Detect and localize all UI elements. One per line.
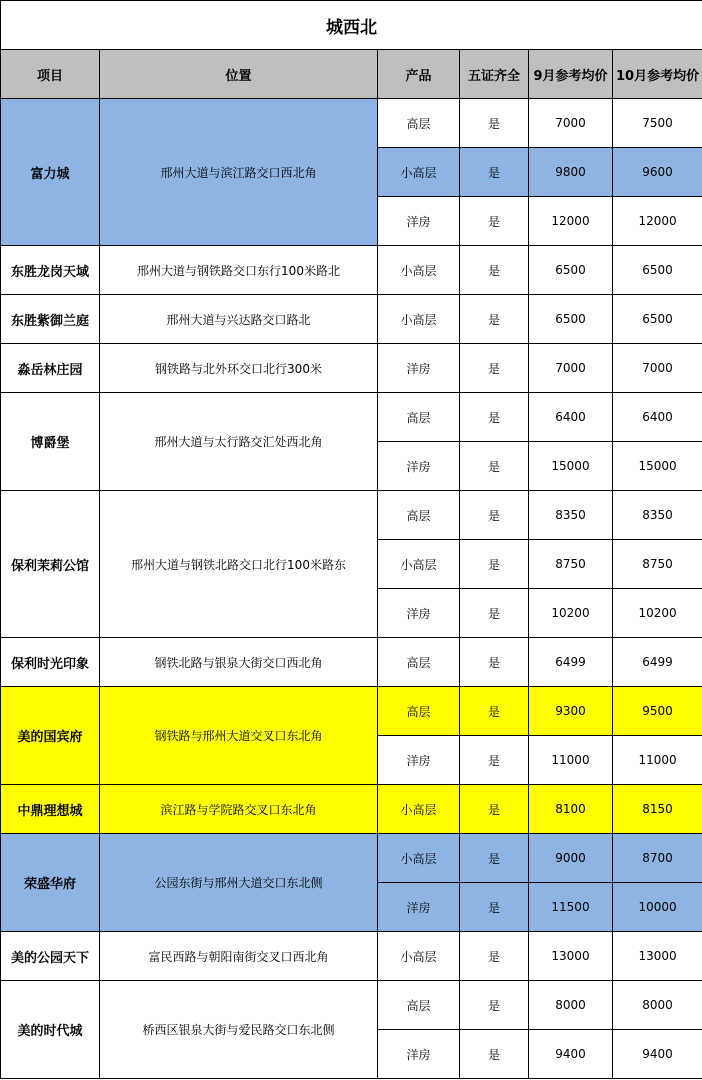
certs-status: 是 bbox=[460, 883, 529, 932]
project-location: 邢州大道与滨江路交口西北角 bbox=[100, 99, 378, 246]
product-type: 高层 bbox=[378, 687, 460, 736]
project-location: 邢州大道与太行路交汇处西北角 bbox=[100, 393, 378, 491]
certs-status: 是 bbox=[460, 932, 529, 981]
product-type: 小高层 bbox=[378, 246, 460, 295]
project-location: 邢州大道与钢铁路交口东行100米路北 bbox=[100, 246, 378, 295]
product-type: 小高层 bbox=[378, 834, 460, 883]
certs-status: 是 bbox=[460, 687, 529, 736]
project-name: 淼岳林庄园 bbox=[1, 344, 100, 393]
project-location: 钢铁北路与银泉大街交口西北角 bbox=[100, 638, 378, 687]
product-type: 高层 bbox=[378, 981, 460, 1030]
sep-price: 8100 bbox=[529, 785, 613, 834]
sep-price: 9800 bbox=[529, 148, 613, 197]
sep-price: 9400 bbox=[529, 1030, 613, 1079]
table-row bbox=[1, 246, 702, 295]
table-row bbox=[1, 981, 702, 1030]
sep-price: 8750 bbox=[529, 540, 613, 589]
certs-status: 是 bbox=[460, 246, 529, 295]
project-location: 公园东街与邢州大道交口东北侧 bbox=[100, 834, 378, 932]
product-type: 小高层 bbox=[378, 785, 460, 834]
project-name: 保利时光印象 bbox=[1, 638, 100, 687]
sep-price: 6499 bbox=[529, 638, 613, 687]
product-type: 洋房 bbox=[378, 589, 460, 638]
product-type: 洋房 bbox=[378, 197, 460, 246]
table-row bbox=[1, 295, 702, 344]
oct-price: 12000 bbox=[613, 197, 702, 246]
project-location: 富民西路与朝阳南街交叉口西北角 bbox=[100, 932, 378, 981]
certs-status: 是 bbox=[460, 442, 529, 491]
sep-price: 13000 bbox=[529, 932, 613, 981]
oct-price: 11000 bbox=[613, 736, 702, 785]
product-type: 洋房 bbox=[378, 736, 460, 785]
certs-status: 是 bbox=[460, 834, 529, 883]
certs-status: 是 bbox=[460, 1030, 529, 1079]
certs-status: 是 bbox=[460, 491, 529, 540]
oct-price: 9500 bbox=[613, 687, 702, 736]
oct-price: 10000 bbox=[613, 883, 702, 932]
table-row bbox=[1, 491, 702, 540]
project-location: 桥西区银泉大街与爱民路交口东北侧 bbox=[100, 981, 378, 1079]
project-name: 东胜紫御兰庭 bbox=[1, 295, 100, 344]
certs-status: 是 bbox=[460, 148, 529, 197]
project-location: 钢铁路与邢州大道交叉口东北角 bbox=[100, 687, 378, 785]
oct-price: 6499 bbox=[613, 638, 702, 687]
header-product: 产品 bbox=[378, 50, 460, 99]
header-project: 项目 bbox=[1, 50, 100, 99]
sep-price: 6500 bbox=[529, 246, 613, 295]
sep-price: 8000 bbox=[529, 981, 613, 1030]
certs-status: 是 bbox=[460, 99, 529, 148]
oct-price: 8350 bbox=[613, 491, 702, 540]
project-name: 美的时代城 bbox=[1, 981, 100, 1079]
project-location: 邢州大道与兴达路交口路北 bbox=[100, 295, 378, 344]
certs-status: 是 bbox=[460, 736, 529, 785]
header-location: 位置 bbox=[100, 50, 378, 99]
project-name: 美的国宾府 bbox=[1, 687, 100, 785]
product-type: 高层 bbox=[378, 491, 460, 540]
certs-status: 是 bbox=[460, 295, 529, 344]
certs-status: 是 bbox=[460, 638, 529, 687]
project-location: 滨江路与学院路交叉口东北角 bbox=[100, 785, 378, 834]
oct-price: 6400 bbox=[613, 393, 702, 442]
project-name: 富力城 bbox=[1, 99, 100, 246]
sep-price: 9300 bbox=[529, 687, 613, 736]
table-row bbox=[1, 834, 702, 883]
product-type: 高层 bbox=[378, 393, 460, 442]
certs-status: 是 bbox=[460, 589, 529, 638]
oct-price: 6500 bbox=[613, 246, 702, 295]
header-certs: 五证齐全 bbox=[460, 50, 529, 99]
product-type: 洋房 bbox=[378, 1030, 460, 1079]
sep-price: 9000 bbox=[529, 834, 613, 883]
product-type: 小高层 bbox=[378, 932, 460, 981]
table-row bbox=[1, 932, 702, 981]
oct-price: 7500 bbox=[613, 99, 702, 148]
table-row bbox=[1, 99, 702, 148]
sep-price: 7000 bbox=[529, 99, 613, 148]
project-name: 中鼎理想城 bbox=[1, 785, 100, 834]
project-name: 荣盛华府 bbox=[1, 834, 100, 932]
sep-price: 6400 bbox=[529, 393, 613, 442]
oct-price: 7000 bbox=[613, 344, 702, 393]
certs-status: 是 bbox=[460, 785, 529, 834]
certs-status: 是 bbox=[460, 981, 529, 1030]
product-type: 小高层 bbox=[378, 148, 460, 197]
certs-status: 是 bbox=[460, 197, 529, 246]
sep-price: 8350 bbox=[529, 491, 613, 540]
product-type: 洋房 bbox=[378, 344, 460, 393]
sep-price: 11500 bbox=[529, 883, 613, 932]
oct-price: 8700 bbox=[613, 834, 702, 883]
certs-status: 是 bbox=[460, 393, 529, 442]
project-location: 钢铁路与北外环交口北行300米 bbox=[100, 344, 378, 393]
project-name: 东胜龙岗天域 bbox=[1, 246, 100, 295]
table-row bbox=[1, 393, 702, 442]
oct-price: 8150 bbox=[613, 785, 702, 834]
header-oct-price: 10月参考均价 bbox=[613, 50, 702, 99]
sep-price: 11000 bbox=[529, 736, 613, 785]
product-type: 高层 bbox=[378, 99, 460, 148]
product-type: 洋房 bbox=[378, 883, 460, 932]
sep-price: 6500 bbox=[529, 295, 613, 344]
table-row bbox=[1, 638, 702, 687]
product-type: 小高层 bbox=[378, 540, 460, 589]
header-sep-price: 9月参考均价 bbox=[529, 50, 613, 99]
sep-price: 7000 bbox=[529, 344, 613, 393]
project-name: 美的公园天下 bbox=[1, 932, 100, 981]
oct-price: 6500 bbox=[613, 295, 702, 344]
table-row bbox=[1, 785, 702, 834]
sep-price: 15000 bbox=[529, 442, 613, 491]
project-name: 保利茉莉公馆 bbox=[1, 491, 100, 638]
table-row bbox=[1, 344, 702, 393]
product-type: 小高层 bbox=[378, 295, 460, 344]
certs-status: 是 bbox=[460, 344, 529, 393]
table-row bbox=[1, 687, 702, 736]
product-type: 高层 bbox=[378, 638, 460, 687]
oct-price: 9600 bbox=[613, 148, 702, 197]
oct-price: 13000 bbox=[613, 932, 702, 981]
table-body bbox=[1, 99, 702, 1079]
product-type: 洋房 bbox=[378, 442, 460, 491]
table-title: 城西北 bbox=[1, 1, 702, 50]
certs-status: 是 bbox=[460, 540, 529, 589]
sep-price: 12000 bbox=[529, 197, 613, 246]
project-location: 邢州大道与钢铁北路交口北行100米路东 bbox=[100, 491, 378, 638]
sep-price: 10200 bbox=[529, 589, 613, 638]
oct-price: 15000 bbox=[613, 442, 702, 491]
oct-price: 8750 bbox=[613, 540, 702, 589]
oct-price: 10200 bbox=[613, 589, 702, 638]
oct-price: 9400 bbox=[613, 1030, 702, 1079]
project-name: 博爵堡 bbox=[1, 393, 100, 491]
oct-price: 8000 bbox=[613, 981, 702, 1030]
